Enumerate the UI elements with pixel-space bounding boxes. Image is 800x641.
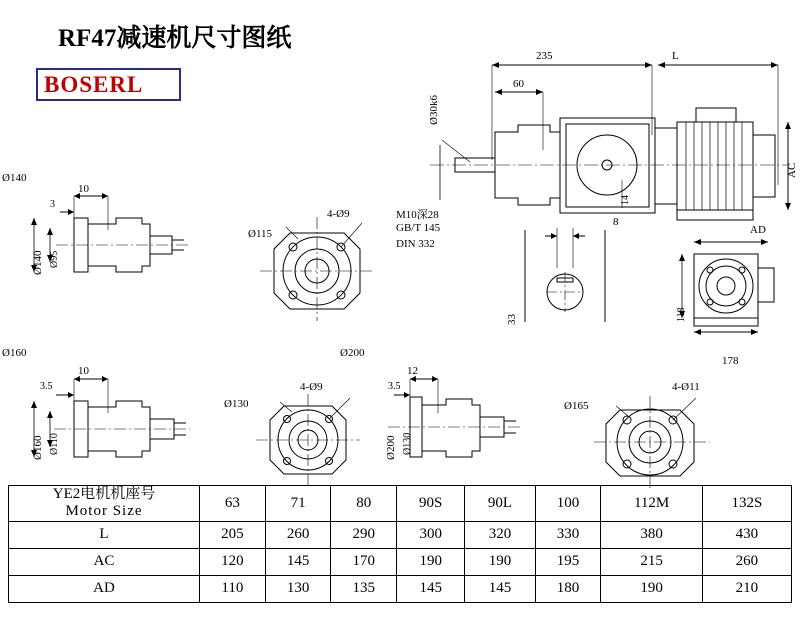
motor-size-cell: 90L xyxy=(465,486,535,522)
table-cell: 210 xyxy=(702,575,791,602)
motor-end-view xyxy=(672,232,792,347)
table-cell: 290 xyxy=(331,521,397,548)
table-row xyxy=(9,575,792,602)
flange-140-bolt-circle-label: Ø140 xyxy=(32,250,44,275)
flange-200-inner-label: Ø130 xyxy=(402,432,413,455)
table-cell: 190 xyxy=(465,548,535,575)
table-row xyxy=(9,548,792,575)
flange-200-thickness-label: 12 xyxy=(407,365,418,377)
table-cell: 145 xyxy=(265,548,331,575)
flange-115-face-view xyxy=(250,205,380,325)
table-cell: 195 xyxy=(535,548,601,575)
table-cell: 110 xyxy=(200,575,266,602)
motor-size-cell: 80 xyxy=(331,486,397,522)
table-row xyxy=(9,521,792,548)
motor-size-cell: 63 xyxy=(200,486,266,522)
dim-AD-label: AD xyxy=(750,224,766,236)
dim-14-label: 14 xyxy=(620,195,631,205)
keyway-section-view xyxy=(505,210,625,330)
dim-60-label: 60 xyxy=(513,78,524,90)
dim-L-label: L xyxy=(672,50,679,62)
row-label: L xyxy=(9,521,200,548)
shaft-diameter-label: Ø30k6 xyxy=(428,95,440,125)
logo-text: BOSERL xyxy=(44,72,144,97)
motor-size-table xyxy=(8,485,792,603)
flange-115-pcd-label: Ø115 xyxy=(248,228,273,240)
motor-size-cell: 90S xyxy=(397,486,465,522)
dim-235-label: 235 xyxy=(536,50,553,62)
table-cell: 180 xyxy=(535,575,601,602)
flange-160-inner-label: Ø110 xyxy=(49,433,60,455)
table-cell: 430 xyxy=(702,521,791,548)
table-cell: 190 xyxy=(397,548,465,575)
flange-165-holes-label: 4-Ø11 xyxy=(672,381,700,393)
motor-size-cell: 132S xyxy=(702,486,791,522)
flange-200-side-view xyxy=(380,355,540,480)
flange-140-inner-label: Ø95 xyxy=(49,250,60,268)
flange-200-bolt-circle-label: Ø200 xyxy=(385,435,397,460)
table-header-label-cn: YE2电机机座号 xyxy=(52,486,156,502)
flange-130-pcd-label: Ø130 xyxy=(224,398,249,410)
flange-160-bolt-circle-label: Ø160 xyxy=(32,435,44,460)
flange-160-side-view xyxy=(16,355,196,480)
flange-130-holes-label: 4-Ø9 xyxy=(300,381,323,393)
row-label: AD xyxy=(9,575,200,602)
table-header-label-en: Motor Size xyxy=(65,503,143,520)
dim-33-label: 33 xyxy=(506,314,518,325)
flange-140-step-label: 3 xyxy=(50,199,55,210)
row-label: AC xyxy=(9,548,200,575)
table-cell: 190 xyxy=(601,575,702,602)
table-cell: 260 xyxy=(702,548,791,575)
dim-178-label: 178 xyxy=(722,355,739,367)
flange-160-outer-label: Ø160 xyxy=(2,347,27,359)
flange-115-holes-label: 4-Ø9 xyxy=(327,208,350,220)
page-title: RF47减速机尺寸图纸 xyxy=(58,25,292,52)
table-cell: 205 xyxy=(200,521,266,548)
dim-AC-label: AC xyxy=(786,162,798,178)
thread-note-line2: GB/T 145 xyxy=(396,222,441,234)
thread-note-line1: M10深28 xyxy=(396,209,439,221)
flange-165-pcd-label: Ø165 xyxy=(564,400,589,412)
flange-160-step-label: 3.5 xyxy=(40,381,53,392)
table-cell: 170 xyxy=(331,548,397,575)
table-cell: 380 xyxy=(601,521,702,548)
motor-size-cell: 100 xyxy=(535,486,601,522)
table-header-row xyxy=(9,486,792,522)
table-cell: 135 xyxy=(331,575,397,602)
table-cell: 300 xyxy=(397,521,465,548)
flange-160-thickness-label: 10 xyxy=(78,365,89,377)
table-cell: 130 xyxy=(265,575,331,602)
flange-130-face-view xyxy=(248,388,368,493)
dim-8-label: 8 xyxy=(613,216,619,228)
table-cell: 145 xyxy=(397,575,465,602)
motor-size-cell: 71 xyxy=(265,486,331,522)
table-cell: 330 xyxy=(535,521,601,548)
table-cell: 215 xyxy=(601,548,702,575)
table-cell: 260 xyxy=(265,521,331,548)
table-header-label xyxy=(9,486,200,522)
flange-165-face-view xyxy=(590,388,720,493)
motor-size-cell: 112M xyxy=(601,486,702,522)
flange-140-thickness-label: 10 xyxy=(78,183,89,195)
dim-118-label: 118 xyxy=(676,307,687,322)
flange-200-outer-label: Ø200 xyxy=(340,347,365,359)
flange-140-outer-label: Ø140 xyxy=(2,172,27,184)
table-cell: 320 xyxy=(465,521,535,548)
table-cell: 120 xyxy=(200,548,266,575)
thread-note-line3: DIN 332 xyxy=(396,238,435,250)
flange-200-step-label: 3.5 xyxy=(388,381,401,392)
table-cell: 145 xyxy=(465,575,535,602)
